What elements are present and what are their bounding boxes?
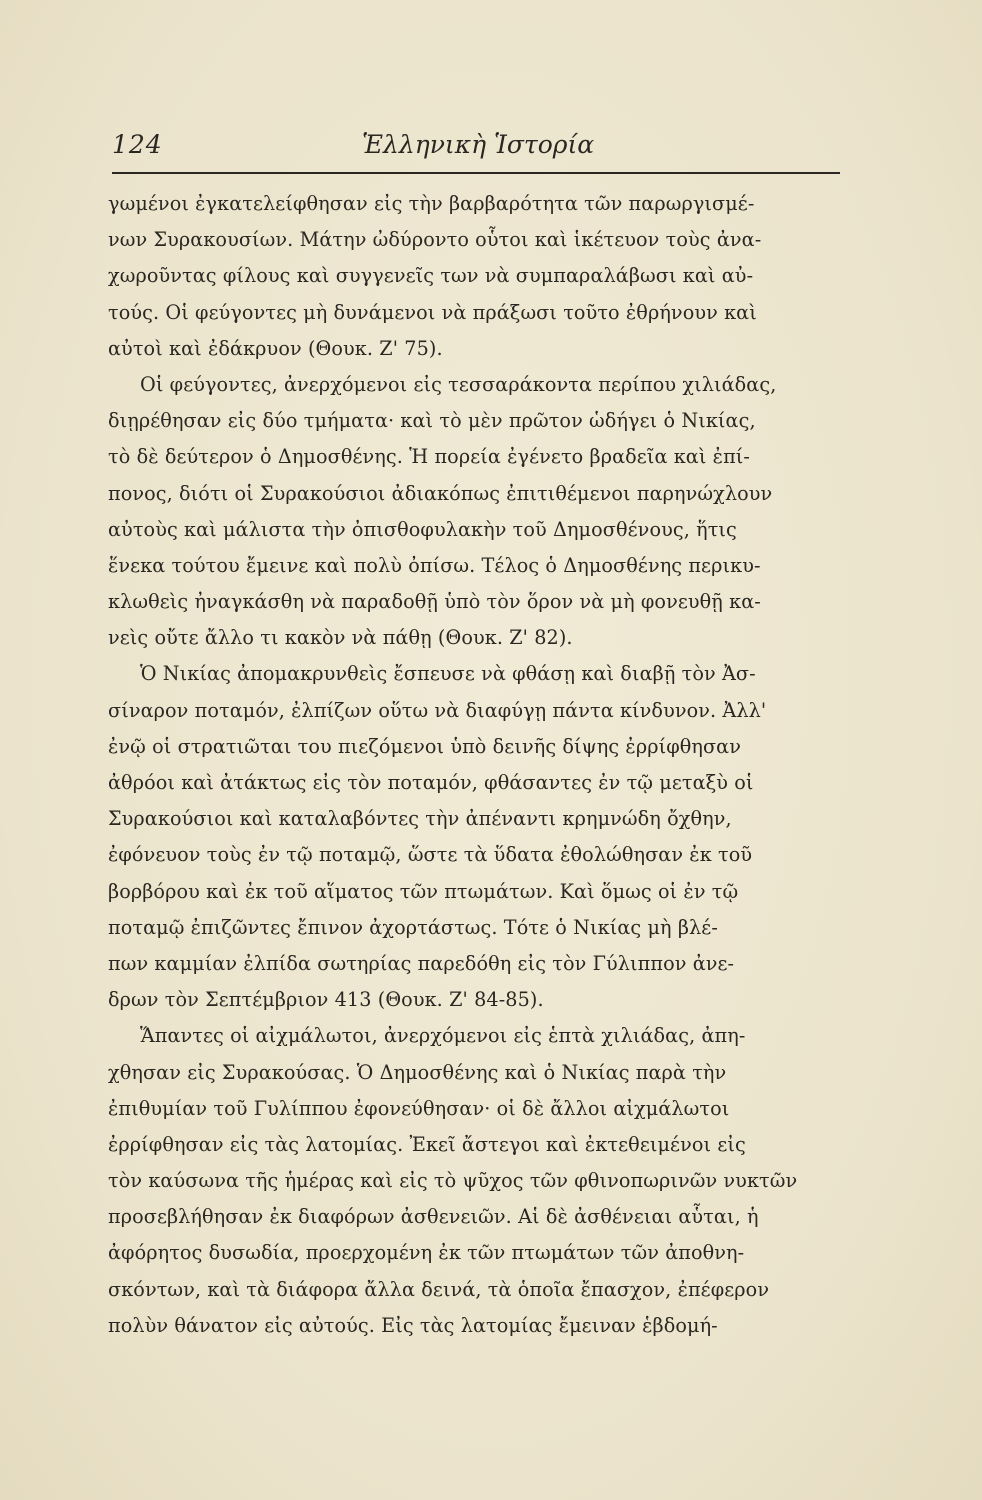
text-line: δρων τὸν Σεπτέμβριον 413 (Θουκ. Ζ' 84-85). [108,988,544,1012]
text-line: χθησαν εἰς Συρακούσας. Ὁ Δημοσθένης καὶ ὁ Νικίας παρὰ τὴν [108,1060,727,1084]
text-line: νεὶς οὔτε ἄλλο τι κακὸν νὰ πάθῃ (Θουκ. Ζ' 82). [108,626,573,650]
text-line: γωμένοι ἐγκατελείφθησαν εἰς τὴν βαρβαρότητα τῶν παρωργισμέ- [108,192,755,215]
page-number: 124 [112,130,163,159]
text-line: τὸ δὲ δεύτερον ὁ Δημοσθένης. Ἡ πορεία ἐγένετο βραδεῖα καὶ ἐπί- [108,445,751,469]
text-line: ἐνῷ οἱ στρατιῶται του πιεζόμενοι ὑπὸ δεινῆς δίψης ἐρρίφθησαν [108,734,742,758]
text-line: Ὁ Νικίας ἀπομακρυνθεὶς ἔσπευσε νὰ φθάσῃ καὶ διαβῇ τὸν Ἀσ- [140,662,756,686]
body-text [108,186,830,1344]
text-line: προσεβλήθησαν ἐκ διαφόρων ἀσθενειῶν. Αἱ δὲ ἀσθένειαι αὗται, ἡ [108,1205,759,1229]
text-line: χωροῦντας φίλους καὶ συγγενεῖς των νὰ συμπαραλάβωσι καὶ αὐ- [108,264,754,288]
text-line: σκόντων, καὶ τὰ διάφορα ἄλλα δεινά, τὰ ὁποῖα ἔπασχον, ἐπέφερον [108,1277,770,1301]
text-line: διῃρέθησαν εἰς δύο τμήματα· καὶ τὸ μὲν πρῶτον ὡδήγει ὁ Νικίας, [108,409,756,433]
text-line: κλωθεὶς ἠναγκάσθη νὰ παραδοθῇ ὑπὸ τὸν ὅρον νὰ μὴ φονευθῇ κα- [108,590,761,614]
text-line: ἐφόνευον τοὺς ἐν τῷ ποταμῷ, ὥστε τὰ ὕδατα ἐθολώθησαν ἐκ τοῦ [108,843,753,867]
text-line: Οἱ φεύγοντες, ἀνερχόμενοι εἰς τεσσαράκοντα περίπου χιλιάδας, [140,372,777,396]
text-line: τὸν καύσωνα τῆς ἡμέρας καὶ εἰς τὸ ψῦχος τῶν φθινοπωρινῶν νυκτῶν [108,1169,798,1193]
running-title: Ἑλληνικὴ Ἱστορία [362,130,595,159]
text-line: ἀφόρητος δυσωδία, προερχομένη ἐκ τῶν πτωμάτων τῶν ἀποθνη- [108,1241,745,1265]
text-line: πων καμμίαν ἐλπίδα σωτηρίας παρεδόθη εἰς τὸν Γύλιππον ἀνε- [108,951,735,975]
text-line: νων Συρακουσίων. Μάτην ὠδύροντο οὗτοι καὶ ἱκέτευον τοὺς ἀνα- [108,228,762,252]
text-line: ἀθρόοι καὶ ἀτάκτως εἰς τὸν ποταμόν, φθάσαντες ἐν τῷ μεταξὺ οἱ [108,771,754,794]
text-line: αὐτοὺς καὶ μάλιστα τὴν ὀπισθοφυλακὴν τοῦ Δημοσθένους, ἥτις [108,517,737,541]
text-line: ἕνεκα τούτου ἔμεινε καὶ πολὺ ὀπίσω. Τέλος ὁ Δημοσθένης περικυ- [108,553,761,577]
text-line: Συρακούσιοι καὶ καταλαβόντες τὴν ἀπέναντι κρημνώδη ὄχθην, [108,807,732,831]
header-rule [112,172,840,174]
page-header [112,124,840,164]
text-line: πολὺν θάνατον εἰς αὐτούς. Εἰς τὰς λατομίας ἔμειναν ἑβδομή- [108,1313,718,1337]
text-line: ἐπιθυμίαν τοῦ Γυλίππου ἐφονεύθησαν· οἱ δὲ ἄλλοι αἰχμάλωτοι [108,1096,730,1120]
text-line: σίναρον ποταμόν, ἐλπίζων οὕτω νὰ διαφύγῃ πάντα κίνδυνον. Ἀλλ' [108,698,767,722]
text-line: τούς. Οἱ φεύγοντες μὴ δυνάμενοι νὰ πράξωσι τοῦτο ἐθρήνουν καὶ [108,300,757,324]
text-line: Ἅπαντες οἱ αἰχμάλωτοι, ἀνερχόμενοι εἰς ἑπτὰ χιλιάδας, ἀπη- [140,1024,746,1048]
text-line: ποταμῷ ἐπιζῶντες ἔπινον ἀχορτάστως. Τότε ὁ Νικίας μὴ βλέ- [108,915,718,939]
text-line: πονος, διότι οἱ Συρακούσιοι ἀδιακόπως ἐπιτιθέμενοι παρηνώχλουν [108,481,773,505]
text-line: βορβόρου καὶ ἐκ τοῦ αἵματος τῶν πτωμάτων. Καὶ ὅμως οἱ ἐν τῷ [108,879,739,903]
text-line: αὐτοὶ καὶ ἐδάκρυον (Θουκ. Ζ' 75). [108,336,443,360]
text-line: ἐρρίφθησαν εἰς τὰς λατομίας. Ἐκεῖ ἄστεγοι καὶ ἐκτεθειμένοι εἰς [108,1132,746,1156]
